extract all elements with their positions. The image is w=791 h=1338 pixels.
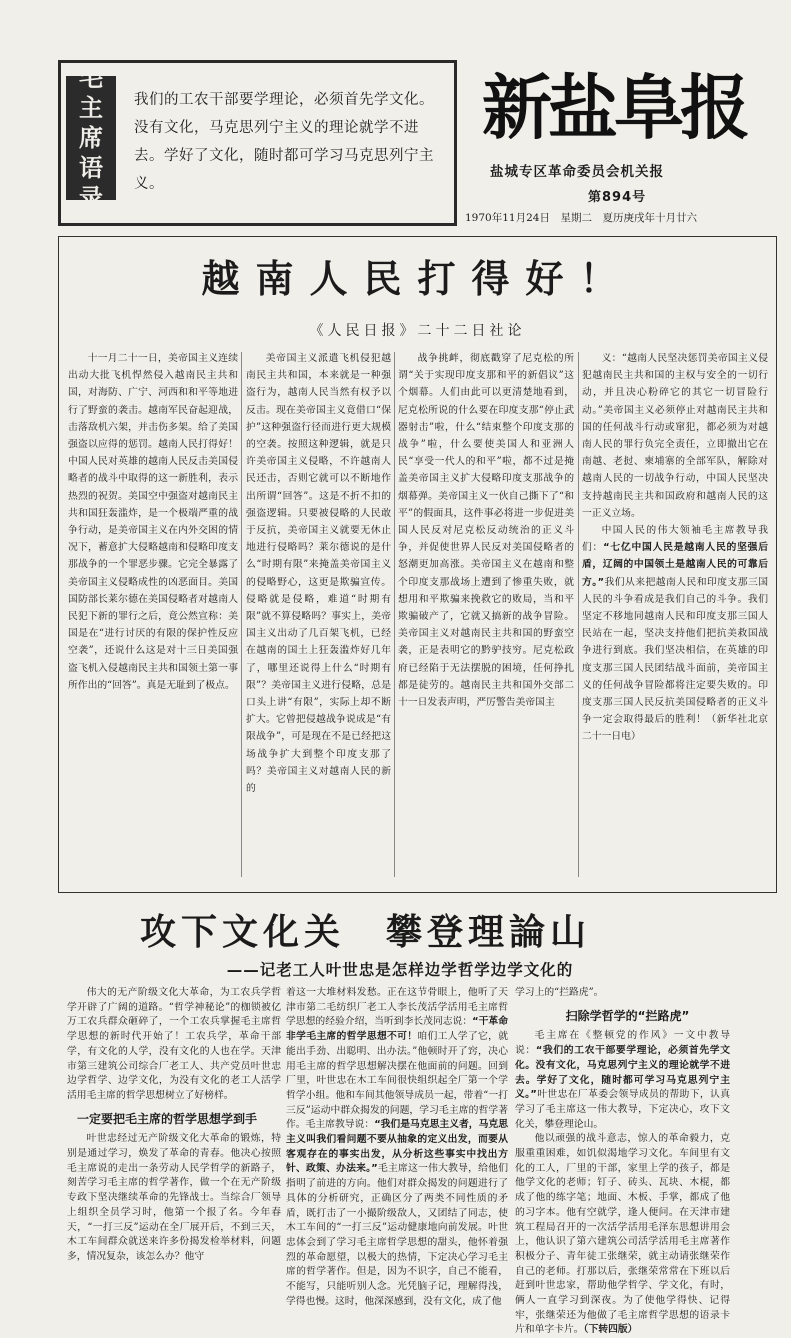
paragraph: 伟大的无产阶级文化大革命，为工农兵学哲学开辟了广阔的道路。“哲学神秘论”的枷锁被亿万工农兵群众砸碎了，一个工农兵掌握毛主席哲学思想的新时代开始了！工农兵学，革命干部学，有文化的人学，没有文化的人也在学。天津市第三建筑公司综合厂老工人、共产党员叶世忠边学哲学、边学文化，为没有文化的老工人活学活用毛主席的哲学思想树立了好榜样。: [67, 987, 281, 1101]
paragraph: 十一月二十一日，美帝国主义连续出动大批飞机悍然侵入越南民主共和国，对海防、广宁、河西和和平等地进行了野蛮的袭击。越南军民奋起迎战，击落敌机六架，并击伤多架。给了美国强盗以应得的惩罚。越南人民打得好！中国人民对英雄的越南人民反击美国侵略者的战斗中取得的这一新胜利，表示热烈的祝贺。美国空中强盗对越南民主共和国狂轰滥炸，是一个极端严重的战争行动，是美帝国主义在内外交困的情况下，蓄意扩大侵略越南和侵略印度支那战争的一个罪恶步骤。它完全暴露了美帝国主义侵略成性的凶恶面目。美国国防部长莱尔德在美国侵略者对越南人民犯下新的罪行之后，竟公然宣称：美国是在“进行讨厌的有限的保护性反应空袭”，还说什么这是对十三日美国强盗飞机入侵越南民主共和国领土第一事所作出的“回答”。真是无耻到了极点。: [68, 353, 238, 691]
paragraph: 义：“越南人民坚决惩罚美帝国主义侵犯越南民主共和国的主权与安全的一切行动，并且决心粉碎它的其它一切冒险行动。”美帝国主义必须停止对越南民主共和国的任何战斗行动或窜犯，都必须为对越南人民的罪行负完全责任，立即撤出它在南越、老挝、柬埔寨的全部军队，解除对越南人民的一切战争行动，中国人民坚决支持越南民主共和国政府和越南人民的这一正义立场。: [582, 353, 768, 519]
quote-label-char: 席: [79, 124, 103, 152]
bold-quotation: “我们的工农干部要学理论，必须首先学文化。没有文化，马克思列宁主义的理论就学不进去。学好了文化，随时都可学习马克思列宁主义。”: [515, 1045, 730, 1101]
continued-notice: （下转四版）: [583, 1324, 638, 1336]
paragraph: [286, 986, 508, 1309]
column-divider: [241, 352, 242, 877]
text-run: 毛主席这一伟大教导，给他们指明了前进的方向。他们对群众揭发的问题进行了具体的分析研究，正确区分了两类不同性质的矛盾，既打击了一小撮阶级敌人，又团结了同志，使木工车间的“一打三反”运动健康地向前发展。叶世忠体会到了学习毛主席哲学思想的甜头，他怀着强烈的革命愿望，以极大的热情，下定决心学习毛主席的哲学著作。但是，因为不识字，自己不能看，不能写，只能听别人念。光凭脑子记，理解得浅，学得也慢。这时，他深深感到，没有文化，成了他: [286, 1163, 509, 1307]
paragraph: [582, 522, 768, 746]
editorial-column-4: [582, 350, 768, 880]
article-headline: 攻下文化关 攀登理論山: [140, 912, 592, 953]
paragraph: 叶世忠经过无产阶级文化大革命的锻炼，特别是通过学习，焕发了革命的青春。他决心按照毛主席说的走出一条劳动人民学哲学的新路子，刻苦学习毛主席的哲学著作，做一个在无产阶级专政下坚决继续革命的先锋战士。当综合厂领导上组织全员学习时，他第一个报了名。今年春天，“一打三反”运动在全厂展开后，不到三天，木工车间群众就送来许多份揭发检举材料，问题多，情况复杂，该怎么办？他守: [67, 1133, 281, 1262]
text-run: 咱们工人学了它，就能出手劲、出聪明、出办法。”他顿时开了窍，决心用毛主席的哲学思想解决摆在他面前的问题。回到厂里，叶世忠在木工车间很快组织起全厂第一个学哲学小组。他和车间其他领导成员一起，带着“一打三反”运动中群众揭发的问题，学习毛主席的哲学著作。毛主席教导说：: [286, 1031, 509, 1131]
text-run: 他以顽强的战斗意志，惊人的革命毅力，克服重重困难，如饥似渴地学习文化。车间里有文化的工人，厂里的干部，家里上学的孩子，都是他学文化的老师；钉子、砖头、瓦块、木棍，都成了他的练字笔；地面、木板、手掌，都成了他的习字本。他有空就学，逢人便问。在天津市建筑工程局召开的一次活学活用毛泽东思想讲用会上，他认识了第六建筑公司活学活用毛主席著作积极分子、青年徒工张继荣，就主动请张继荣作自己的老师。打那以后，张继荣常常在下班以后赶到叶世忠家，帮助他学哲学、学文化，有时，俩人一直学习到深夜。为了使他学得快、记得牢，张继荣还为他做了毛主席哲学思想的语录卡片和单字卡片。: [515, 1133, 730, 1336]
publisher-line: 盐城专区革命委员会机关报: [490, 164, 664, 180]
dateline: 1970年11月24日 星期二 夏历庚戌年十月廿六: [465, 212, 697, 224]
paragraph: 战争挑衅，彻底戳穿了尼克松的所谓“关于实现印度支那和平的新倡议”这个烟幕。人们由此可以更清楚地看到，尼克松所说的什么要在印度支那“停止武器射击”啦，什么“结束整个印度支那的战争”啦，什么要使美国人和亚洲人民“享受一代人的和平”啦，都不过是掩盖美帝国主义扩大侵略印度支那战争的烟幕弹。美帝国主义一伙自己撕下了“和平”的假面具，这件事必将进一步促进美国人民反对尼克松反动统治的正义斗争，并促使世界人民反对美国侵略者的怒潮更加高涨。美帝国主义在越南和整个印度支那战场上遭到了惨重失败，就想用和平欺骗来挽救它的败局，当和平欺骗破产了，它就又搞新的战争冒险。美帝国主义对越南民主共和国的野蛮空袭，正是表明它的黔驴技穷。尼克松政府已经陷于无法摆脱的困境，任何挣扎都是徒劳的。越南民主共和国外交部二十一日发表声明，严厉警告美帝国主: [398, 353, 574, 709]
editorial-column-1: [68, 350, 238, 880]
issue-number: 第894号: [588, 190, 647, 205]
article-subtitle: ——记老工人叶世忠是怎样边学哲学边学文化的: [226, 961, 574, 979]
editorial-headline: 越南人民打得好！: [201, 257, 634, 301]
editorial-source: 《人民日报》二十二日社论: [309, 323, 526, 339]
text-run: 我们从来把越南人民和印度支那三国人民的斗争看成是我们自己的斗争。我们坚定不移地同越南人民和印度支那三国人民站在一起，坚决支持他们把抗美救国战争进行到底。我们坚决相信，在英雄的印度支那三国人民团结战斗面前，美帝国主义的任何战争冒险都将注定要失败的。印度支那三国人民反抗美国侵略者的正义斗争一定会取得最后的胜利！: [582, 576, 769, 726]
quote-label-char: 毛: [79, 64, 103, 92]
bold-quotation: “干革命非学毛主席的哲学思想不可！: [286, 1016, 508, 1043]
column-divider: [578, 352, 579, 877]
newspaper-title: 新盐阜报: [482, 67, 746, 149]
quotation-label: [66, 64, 116, 212]
section-heading: 扫除学哲学的“拦路虎”: [565, 1008, 690, 1023]
text-run: 叶世忠在厂革委会领导成员的帮助下，认真学习了毛主席这一伟大教导，下定决心，攻下文化关，攀登理论山。: [515, 1089, 730, 1130]
editorial-column-3: [398, 350, 574, 880]
paragraph: 美帝国主义派遣飞机侵犯越南民主共和国，本来就是一种强盗行为，越南人民当然有权予以反击。现在美帝国主义竟借口“保护”这种强盗行径而进行更大规模的空袭。按照这种逻辑，就是只许美帝国主义侵略，不许越南人民还击，否则它就可以不断地作出所谓“回答”。这是不折不扣的强盗逻辑。只要被侵略的人民敢于反抗，美帝国主义就要无休止地进行侵略吗？莱尔德说的是什么“时期有限”来掩盖美帝国主义的侵略野心，这更是欺骗宣传。侵略就是侵略，难道“时期有限”就不算侵略吗？事实上，美帝国主义出动了几百架飞机，已经在越南的国土上狂轰滥炸好几年了，哪里还说得上什么“时期有限”？美帝国主义进行侵略，总是口头上讲“有限”，实际上却不断扩大。它曾把侵越战争说成是“有限战争”，可是现在不是已经把这场战争扩大到整个印度支那了吗？美帝国主义对越南人民的新的: [246, 353, 391, 795]
text-run: 着这一大堆材料发愁。正在这节骨眼上，他听了天津市第二毛纺织厂老工人李长茂活学活用毛主席哲学思想的经验介绍，当听到李长茂同志说：: [286, 987, 508, 1028]
bold-quotation: “我们是马克思主义者，马克思主义叫我们看问题不要从抽象的定义出发，而要从客观存在的事实出发，从分析这些事实中找出方针、政策、办法来。”: [286, 1119, 508, 1175]
article-column-2: [286, 986, 509, 1307]
paragraph: [515, 1132, 730, 1338]
text-run: 毛主席在《整顿党的作风》一文中教导说：: [515, 1030, 730, 1057]
text-run: 中国人民的伟大领袖毛主席教导我们：: [582, 525, 768, 554]
paragraph: 学习上的“拦路虎”。: [515, 987, 604, 998]
quote-label-char: 语: [79, 154, 103, 182]
quote-label-char: 录: [79, 184, 103, 212]
section-heading: 一定要把毛主席的哲学思想学到手: [77, 1111, 258, 1126]
bold-quotation: “七亿中国人民是越南人民的坚强后盾，辽阔的中国领土是越南人民的可靠后方。”: [582, 542, 768, 588]
article-column-3: [515, 986, 730, 1336]
column-divider: [394, 352, 395, 877]
editorial-column-2: [246, 350, 391, 880]
dateline-credit: （新华社北京二十一日电）: [582, 714, 769, 743]
quotation-text: 我们的工农干部要学理论，必须首先学文化。没有文化，马克思列宁主义的理论就学不进去。学好了文化，随时都可学习马克思列宁主义。: [134, 92, 434, 192]
article-column-1: [67, 986, 281, 1262]
quote-label-char: 主: [79, 94, 103, 122]
paragraph: [515, 1029, 730, 1132]
